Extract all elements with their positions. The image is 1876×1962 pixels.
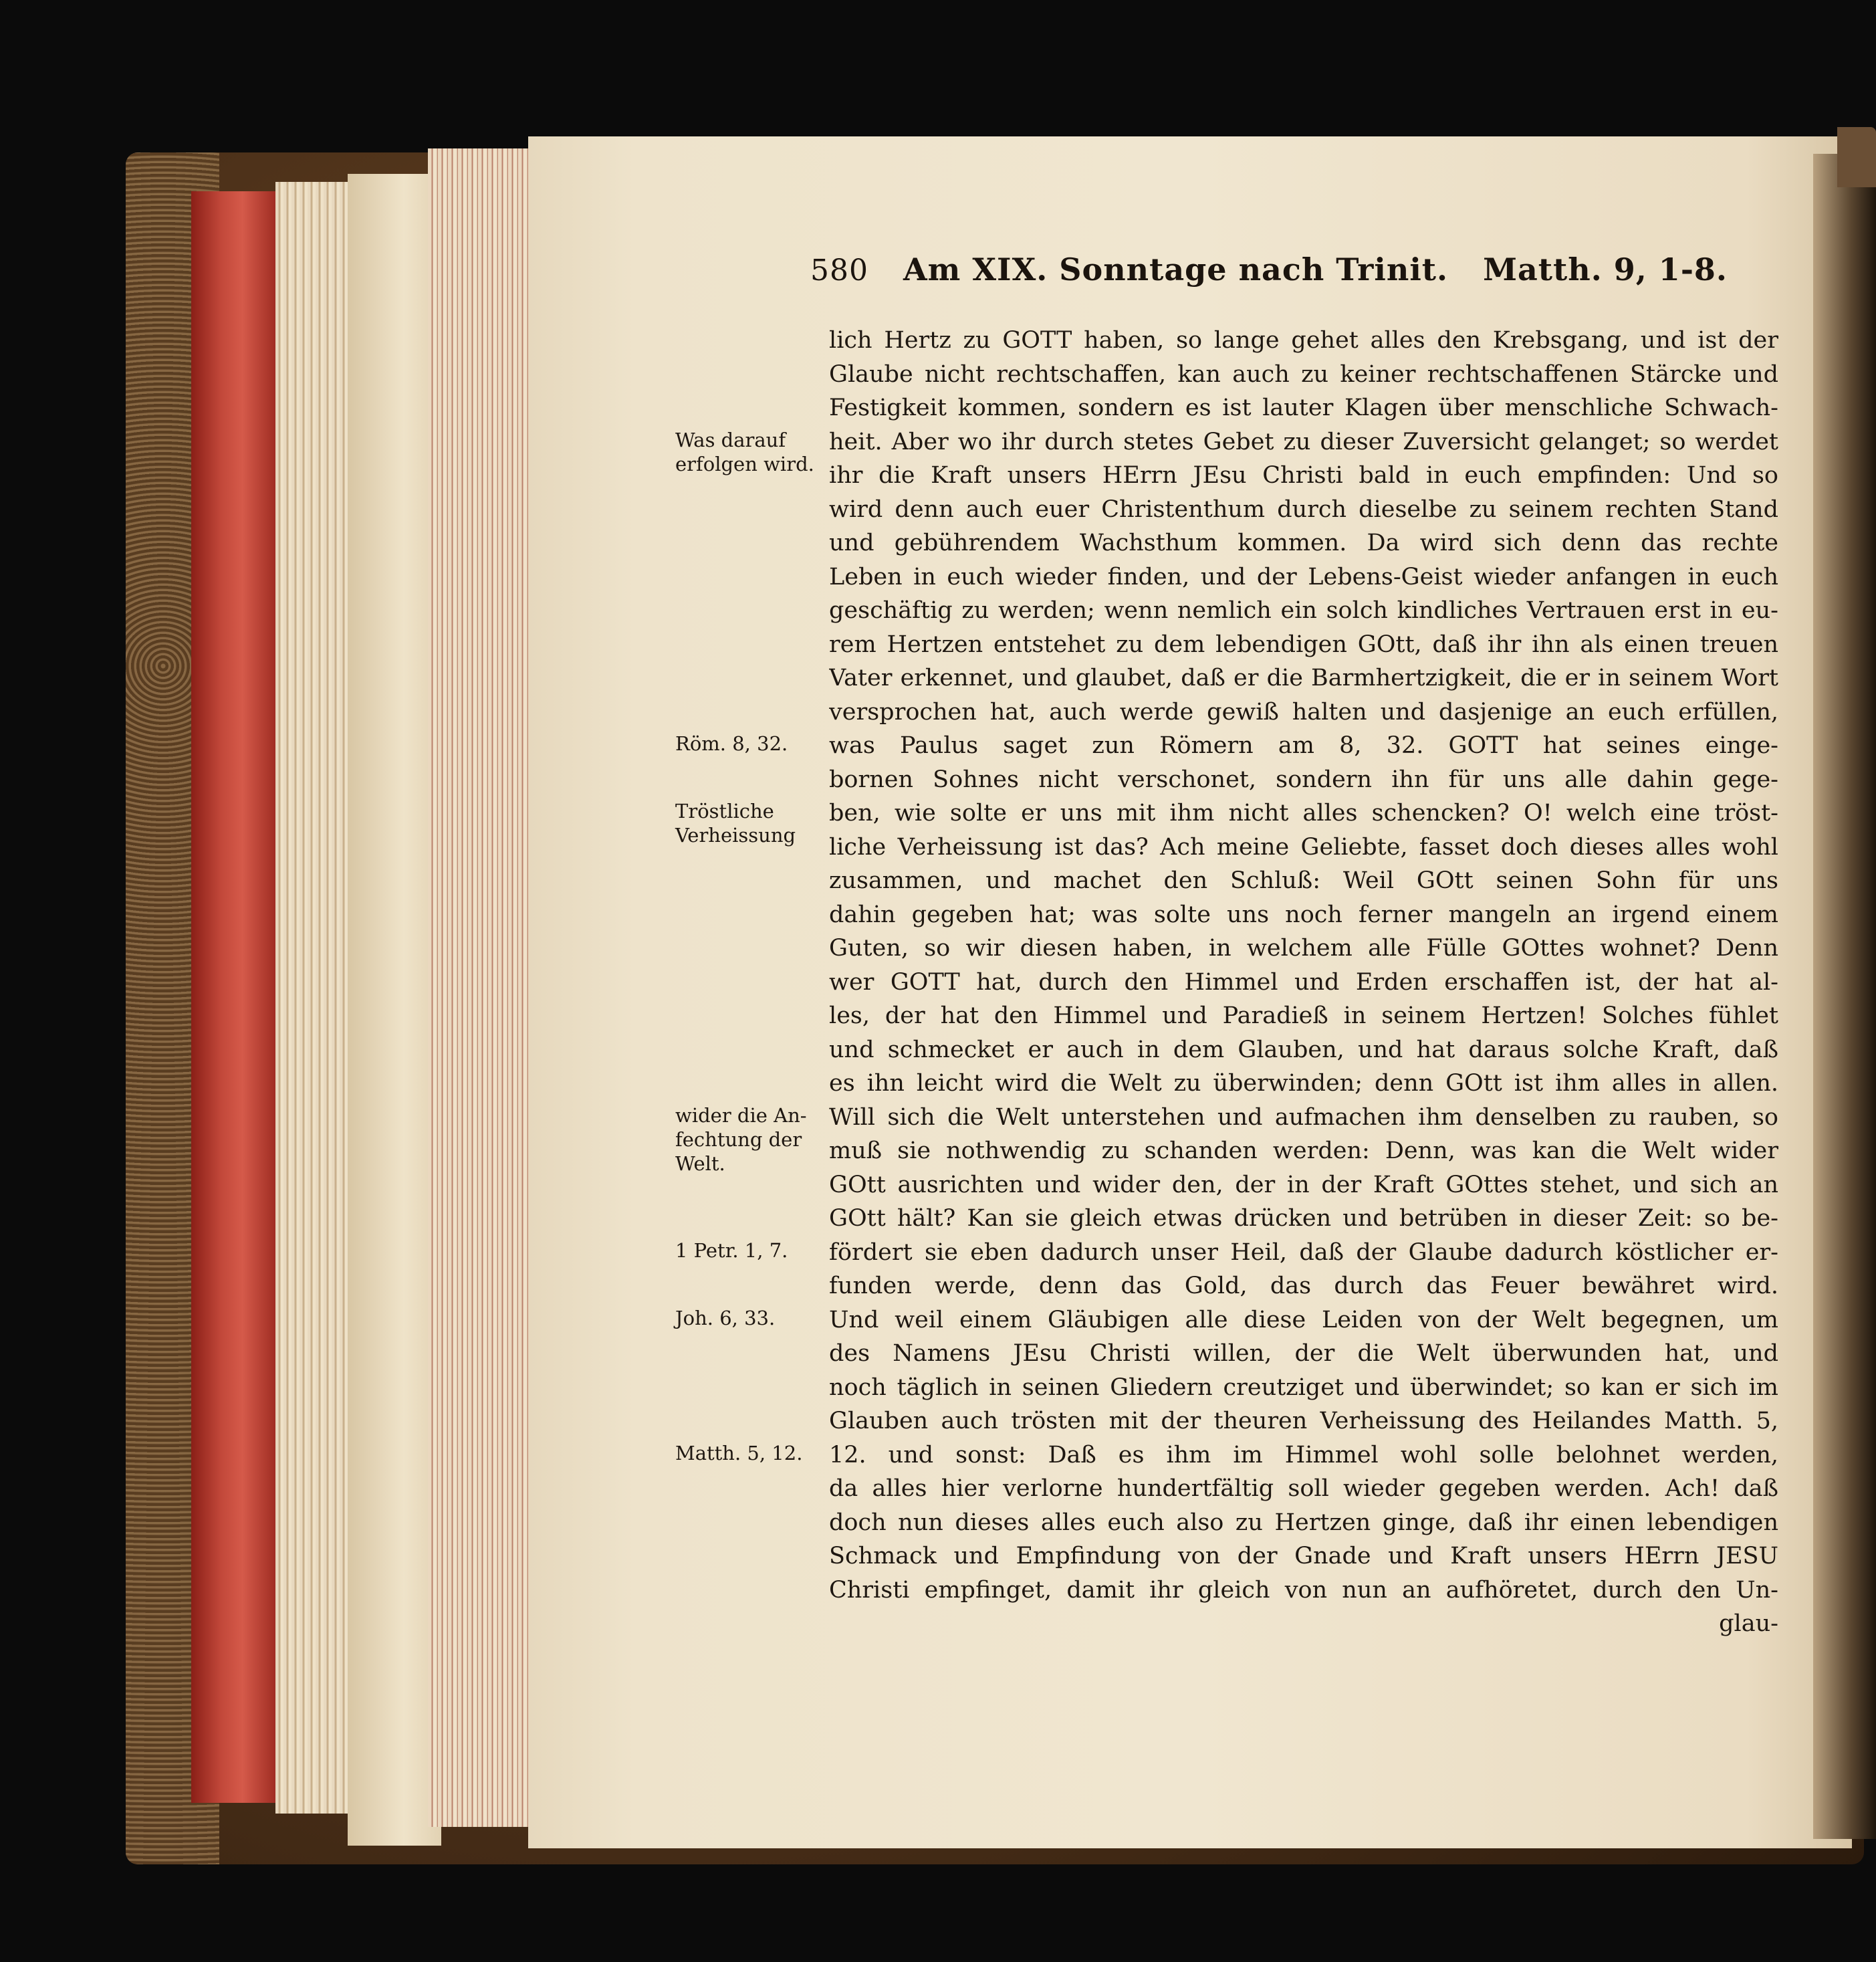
text-line: muß sie nothwendig zu schanden werden: Denn, was kan die Welt wider [829,1137,1778,1164]
margin-note-line: Matth. 5, 12. [675,1441,803,1464]
text-line: doch nun dieses alles euch also zu Hertzen ginge, daß ihr einen lebendigen [829,1509,1778,1536]
margin-note-line: 1 Petr. 1, 7. [675,1238,788,1262]
text-line: Schmack und Empfindung von der Gnade und Kraft unsers HErrn JESU [829,1543,1778,1569]
text-line: Will sich die Welt unterstehen und aufmachen ihm denselben zu rauben, so [829,1103,1778,1131]
margin-note [675,1238,822,1263]
margin-note-line: Verheissung [675,824,796,847]
text-line: Festigkeit kommen, sondern es ist lauter Klagen über menschliche Schwach- [829,395,1778,421]
book-gutter [1813,154,1876,1839]
text-line: Guten, so wir diesen haben, in welchem alle Fülle GOttes wohnet? Denn [829,935,1778,962]
text-line: funden werde, denn das Gold, das durch das Feuer bewähret wird. [829,1273,1778,1299]
text-line: liche Verheissung ist das? Ach meine Geliebte, fasset doch dieses alles wohl [829,833,1778,861]
text-line: wird denn auch euer Christenthum durch dieselbe zu seinem rechten Stand [829,496,1778,523]
text-line: versprochen hat, auch werde gewiß halten und dasjenige an euch erfüllen, [829,698,1778,726]
text-line: was Paulus saget zun Römern am 8, 32. GOTT hat seines einge- [829,732,1778,759]
text-line: noch täglich in seinen Gliedern creutziget und überwindet; so kan er sich im [829,1374,1778,1401]
text-line: rem Hertzen entstehet zu dem lebendigen GOtt, daß ihr ihn als einen treuen [829,631,1778,658]
margin-note [675,799,822,847]
margin-note-line: Röm. 8, 32. [675,732,788,755]
text-line: geschäftig zu werden; wenn nemlich ein solch kindliches Vertrauen erst in eu- [829,597,1778,624]
margin-note-line: wider die An- [675,1103,807,1127]
text-line: GOtt hält? Kan sie gleich etwas drücken und betrüben in dieser Zeit: so be- [829,1205,1778,1232]
text-line: es ihn leicht wird die Welt zu überwinden; denn GOtt ist ihm alles in allen. [829,1070,1778,1097]
margin-note-line: erfolgen wird. [675,452,814,475]
text-line: da alles hier verlorne hundertfältig soll wieder gegeben werden. Ach! daß [829,1475,1778,1502]
margin-note-line: Welt. [675,1152,725,1175]
red-page-edges [191,191,277,1803]
margin-note [675,1306,822,1330]
text-line: Und weil einem Gläubigen alle diese Leiden von der Welt begegnen, um [829,1306,1778,1333]
page-edge-stack [428,148,542,1827]
text-line: Glauben auch trösten mit der theuren Verheissung des Heilandes Matth. 5, [829,1408,1778,1434]
margin-note [675,1103,822,1176]
running-title: Am XIX. Sonntage nach Trinit. [903,251,1449,288]
text-line: und schmecket er auch in dem Glauben, und hat daraus solche Kraft, daß [829,1036,1778,1063]
text-line: Glaube nicht rechtschaffen, kan auch zu keiner rechtschaffenen Stärcke und [829,360,1778,388]
text-line: lich Hertz zu GOTT haben, so lange gehet alles den Krebsgang, und ist der [829,327,1778,354]
text-line: Leben in euch wieder finden, und der Lebens-Geist wieder anfangen in euch [829,563,1778,590]
page-number: 580 [810,253,868,288]
text-line: 12. und sonst: Daß es ihm im Himmel wohl solle belohnet werden, [829,1441,1778,1468]
text-line: bornen Sohnes nicht verschonet, sondern ihn für uns alle dahin gege- [829,766,1778,793]
text-line: des Namens JEsu Christi willen, der die Welt überwunden hat, und [829,1340,1778,1367]
underlying-leaf [348,174,441,1846]
text-line: GOtt ausrichten und wider den, der in der Kraft GOttes stehet, und sich an [829,1171,1778,1198]
text-line: Christi empfinget, damit ihr gleich von nun an aufhöretet, durch den Un- [829,1576,1778,1604]
text-line: und gebührendem Wachsthum kommen. Da wird sich denn das rechte [829,530,1778,556]
scripture-reference: Matth. 9, 1-8. [1483,251,1728,288]
text-line: fördert sie eben dadurch unser Heil, daß der Glaube dadurch köstlicher er- [829,1238,1778,1266]
text-line: wer GOTT hat, durch den Himmel und Erden erschaffen ist, der hat al- [829,968,1778,996]
text-line: dahin gegeben hat; was solte uns noch ferner mangeln an irgend einem [829,901,1778,928]
text-line: Vater erkennet, und glaubet, daß er die Barmhertzigkeit, die er in seinem Wort [829,665,1778,691]
text-line: ben, wie solte er uns mit ihm nicht alles schencken? O! welch eine tröst- [829,800,1778,827]
text-line: glau- [1719,1610,1778,1637]
text-line: heit. Aber wo ihr durch stetes Gebet zu dieser Zuversicht gelanget; so werdet [829,428,1778,455]
margin-note-line: Joh. 6, 33. [675,1306,776,1329]
text-line: zusammen, und machet den Schluß: Weil GOtt seinen Sohn für uns [829,867,1778,894]
margin-note [675,428,822,476]
margin-note-line: Was darauf [675,428,786,451]
margin-note-line: Tröstliche [675,800,774,823]
text-line: ihr die Kraft unsers HErrn JEsu Christi bald in euch empfinden: Und so [829,462,1778,489]
margin-note [675,732,822,756]
text-line: les, der hat den Himmel und Paradieß in seinem Hertzen! Solches fühlet [829,1002,1778,1029]
left-page-stack [275,182,356,1814]
margin-note [675,1441,822,1465]
spine-corner [1837,127,1876,187]
running-head [810,251,1728,298]
margin-note-line: fechtung der [675,1127,802,1151]
